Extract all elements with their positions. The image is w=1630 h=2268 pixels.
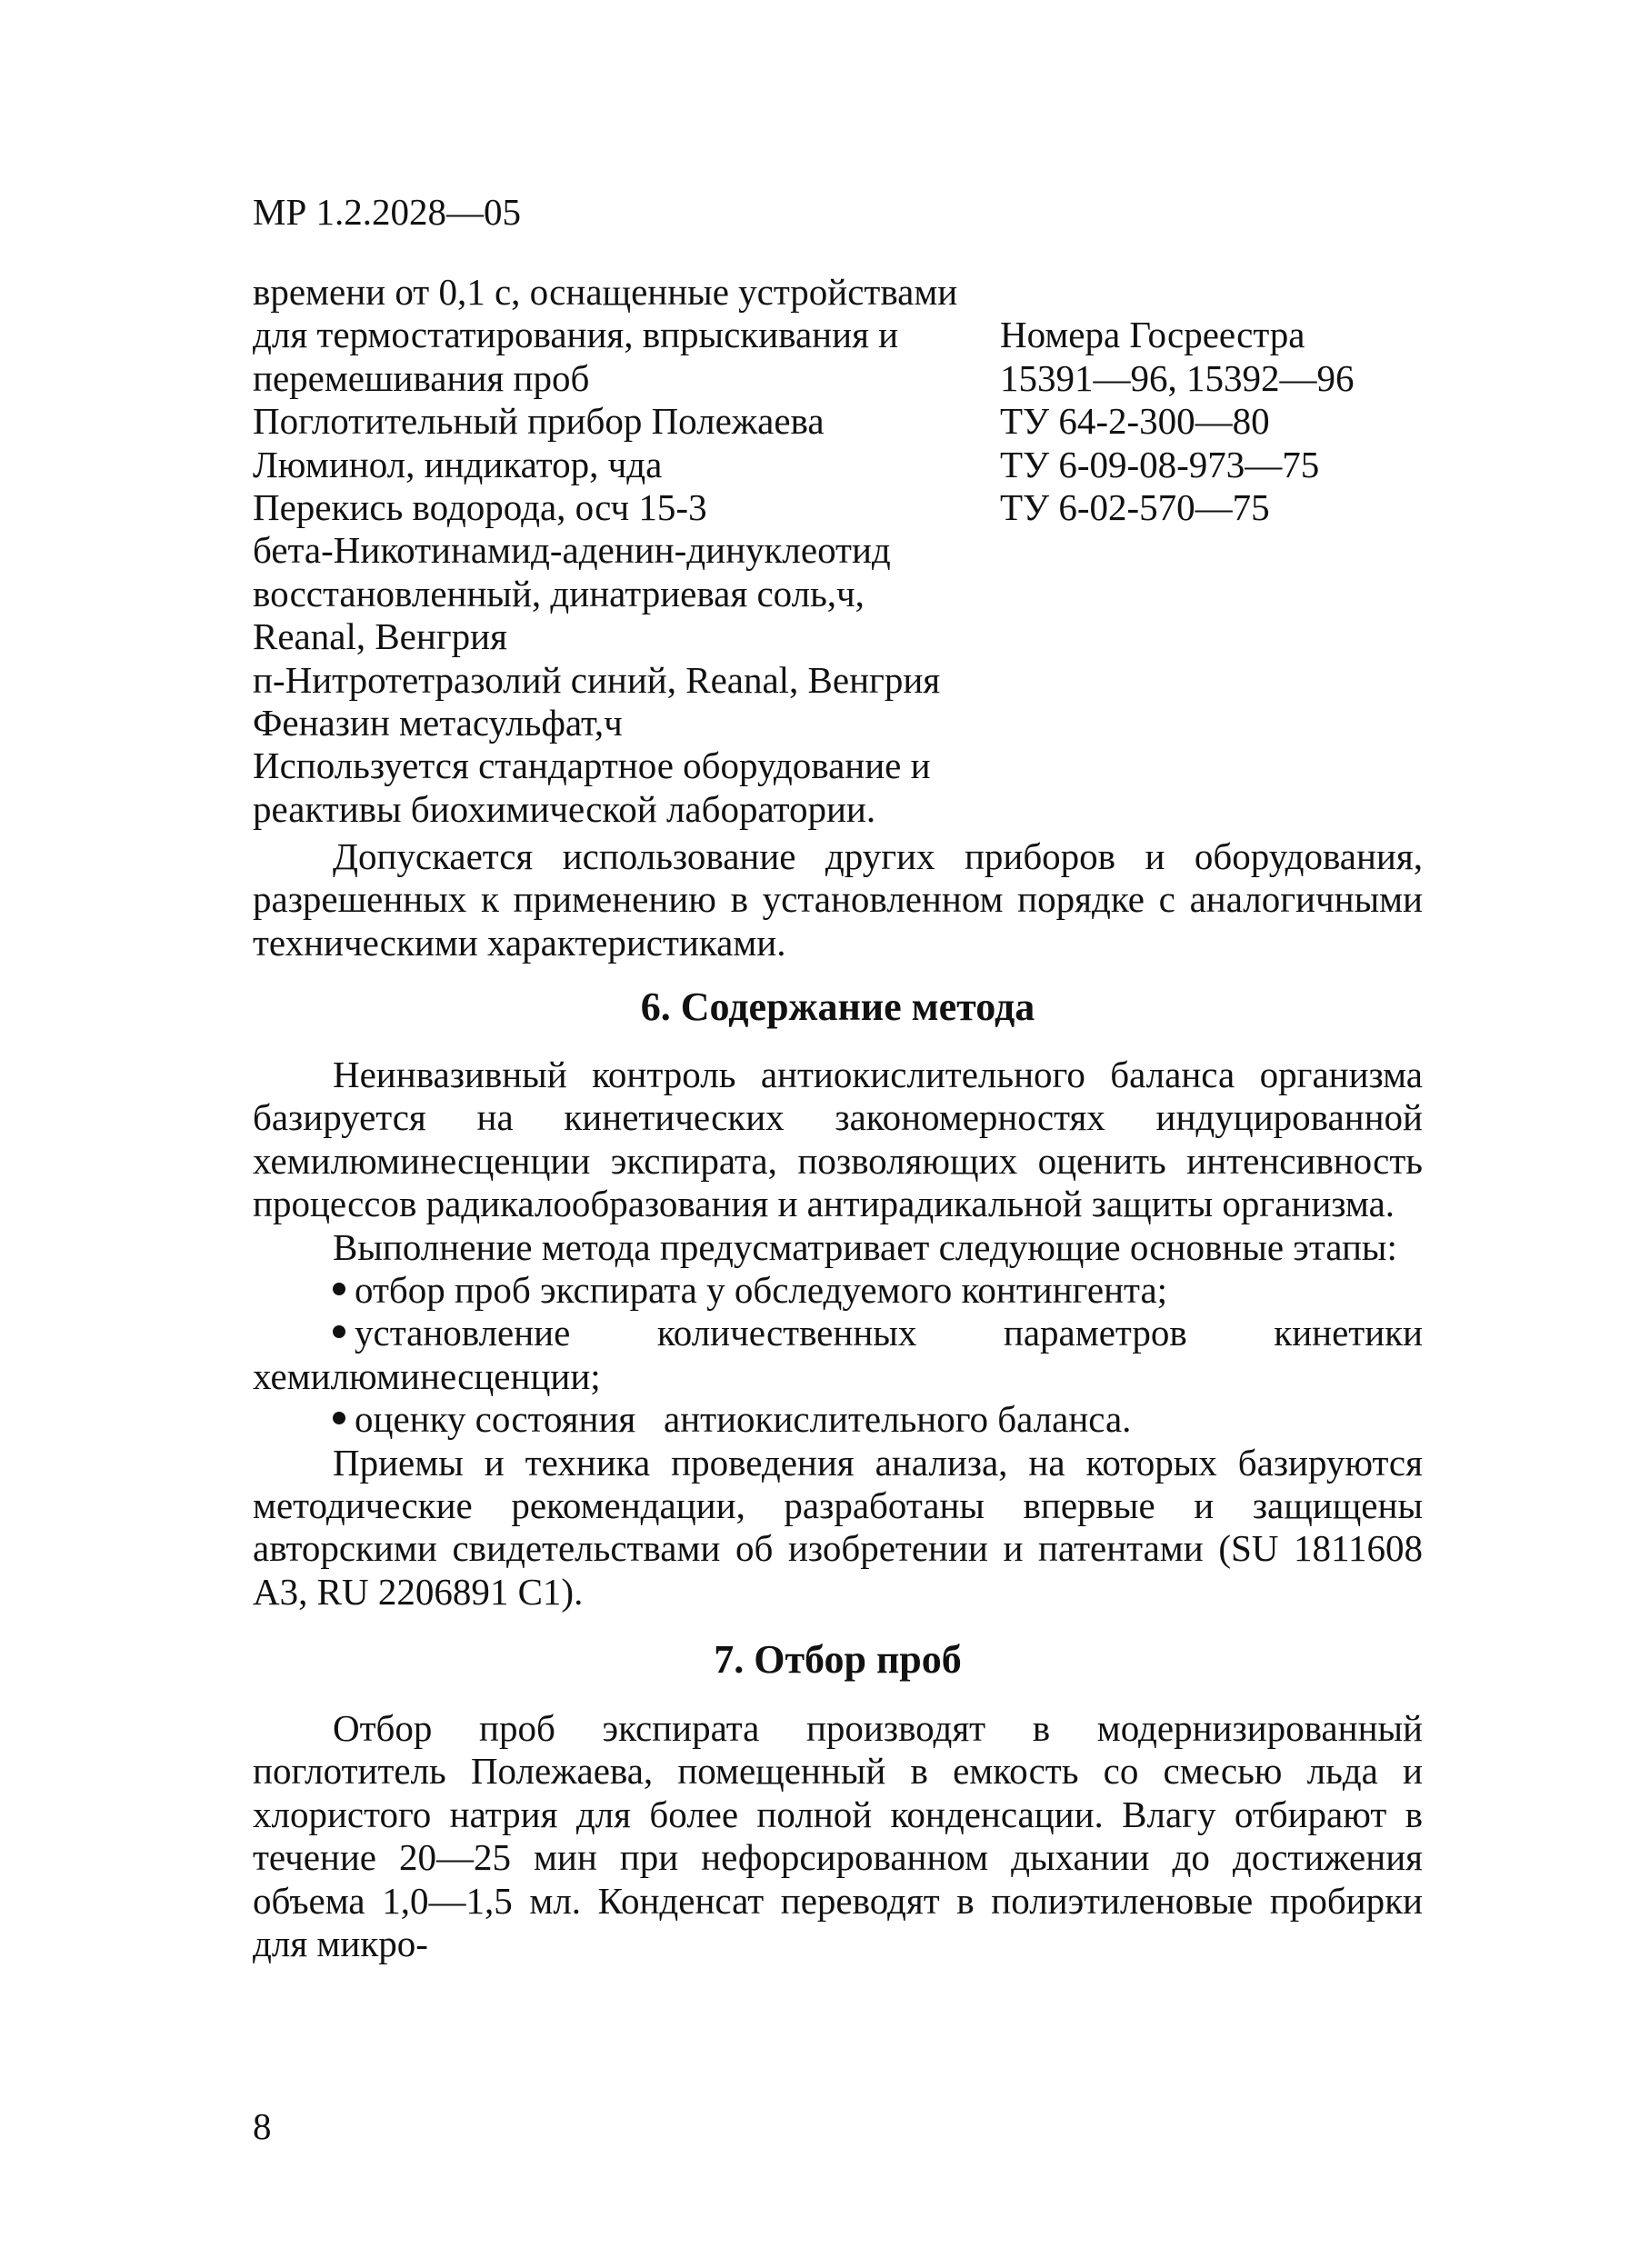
paragraph: Отбор проб экспирата производят в модернизированный поглотитель Полежаева, помещенный в емкость со смесью льда и хлористого натрия для более полной конденсации. Влагу отбирают в течение 20—25 мин при нефорсированном дыхании до достижения объема 1,0—1,5 мл. Конденсат переводят в полиэтиленовые пробирки для микро- bbox=[253, 1707, 1423, 1965]
equipment-line: Перекись водорода, осч 15-3 bbox=[253, 486, 707, 529]
section-7-heading: 7. Отбор проб bbox=[714, 1637, 962, 1682]
list-item: отбор проб экспирата у обследуемого контингента; bbox=[253, 1269, 1423, 1312]
bullet-icon bbox=[333, 1325, 345, 1338]
equipment-line: восстановленный, динатриевая соль,ч, bbox=[253, 572, 865, 614]
equipment-line: Reanal, Венгрия bbox=[253, 615, 507, 658]
bullet-icon bbox=[333, 1283, 345, 1295]
stages-list bbox=[253, 1269, 1423, 1442]
registry-line: ТУ 6-09-08-973—75 bbox=[1000, 443, 1320, 485]
equipment-line: п-Нитротетразолий синий, Reanal, Венгрия bbox=[253, 658, 941, 701]
registry-line: Номера Госреестра bbox=[1000, 314, 1305, 356]
equipment-line: бета-Никотинамид-аденин-динуклеотид bbox=[253, 529, 891, 572]
paragraph: Допускается использование других приборов и оборудования, разрешенных к применению в установленном порядке с аналогичными техническими характеристиками. bbox=[253, 835, 1423, 964]
equipment-line: времени от 0,1 с, оснащенные устройствами bbox=[253, 271, 958, 313]
paragraph: Выполнение метода предусматривает следующие основные этапы: bbox=[333, 1225, 1397, 1268]
bullet-icon bbox=[333, 1412, 345, 1424]
section-7-body bbox=[253, 1707, 1423, 1965]
paragraph: Приемы и техника проведения анализа, на которых базируются методические рекомендации, разработаны впервые и защищены авторскими свидетельствами об изобретении и патентами (SU 1811608 А3, RU 2206891 С1). bbox=[253, 1441, 1423, 1613]
equipment-line: Используется стандартное оборудование и bbox=[253, 744, 931, 787]
equipment-line: Люминол, индикатор, чда bbox=[253, 443, 663, 485]
page-number: 8 bbox=[253, 2105, 272, 2147]
document-code-header: МР 1.2.2028—05 bbox=[253, 191, 522, 233]
equipment-line: перемешивания проб bbox=[253, 356, 590, 399]
equipment-line: для термостатирования, впрыскивания и bbox=[253, 314, 899, 356]
equipment-line: Поглотительный прибор Полежаева bbox=[253, 400, 825, 443]
equipment-list bbox=[253, 271, 1462, 834]
registry-line: ТУ 64-2-300—80 bbox=[1000, 400, 1270, 443]
registry-line: ТУ 6-02-570—75 bbox=[1000, 486, 1270, 529]
section-6-heading: 6. Содержание метода bbox=[640, 984, 1035, 1029]
equipment-line: реактивы биохимической лаборатории. bbox=[253, 787, 876, 830]
registry-numbers-column bbox=[1000, 314, 1355, 529]
list-item: оценку состояния антиокислительного баланса. bbox=[253, 1398, 1423, 1441]
equipment-line: Феназин метасульфат,ч bbox=[253, 702, 623, 744]
equipment-names-column bbox=[253, 271, 957, 831]
section-6-body bbox=[253, 1054, 1423, 1614]
allowed-equipment-note bbox=[253, 835, 1423, 964]
list-item: установление количественных параметров кинетики хемилюминесценции; bbox=[253, 1312, 1423, 1397]
paragraph: Неинвазивный контроль антиокислительного баланса организма базируется на кинетических закономерностях индуцированной хемилюминесценции экспирата, позволяющих оценить интенсивность процессов радикалообразования и антирадикальной защиты организма. bbox=[253, 1054, 1423, 1225]
registry-line: 15391—96, 15392—96 bbox=[1000, 356, 1355, 399]
